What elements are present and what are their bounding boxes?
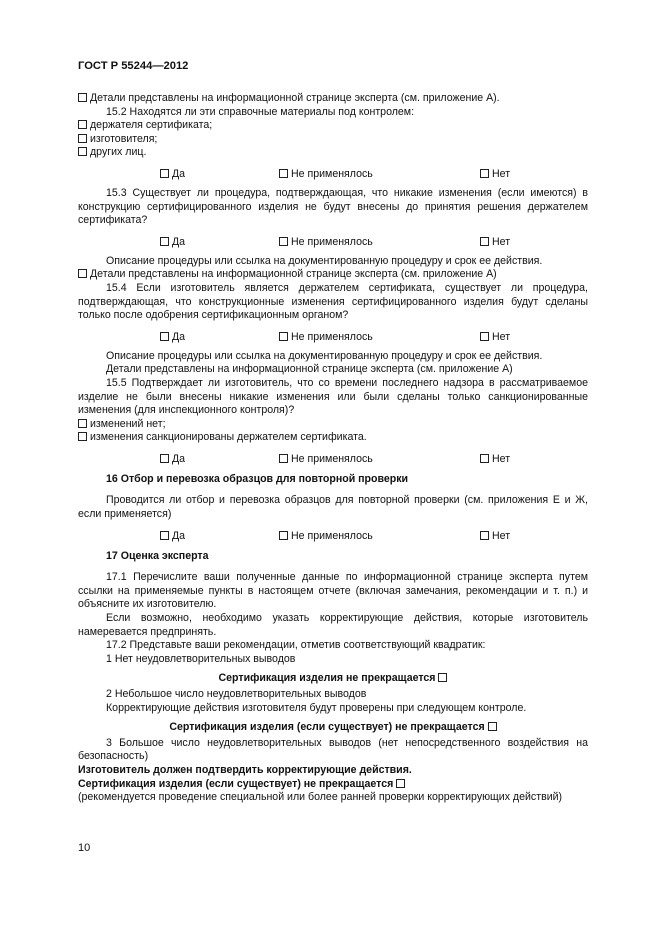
option-na[interactable]: Не применялось bbox=[279, 530, 373, 544]
option-no[interactable]: Нет bbox=[480, 453, 510, 467]
checkbox-line-details-2: Детали представлены на информационной странице эксперта (см. приложение А) bbox=[78, 268, 588, 282]
answer-options-16 bbox=[78, 530, 588, 544]
option-yes[interactable]: Да bbox=[160, 236, 185, 250]
document-header: ГОСТ Р 55244—2012 bbox=[78, 60, 189, 72]
checkbox-line-sanctioned: изменения санкционированы держателем сертификата. bbox=[78, 431, 588, 445]
checkbox-icon[interactable] bbox=[78, 147, 87, 156]
checkbox-icon[interactable] bbox=[160, 454, 169, 463]
option-na[interactable]: Не применялось bbox=[279, 168, 373, 182]
section-16-question: Проводится ли отбор и перевозка образцов для повторной проверки (см. приложения Е и Ж, если применяется) bbox=[78, 494, 588, 521]
option-no[interactable]: Нет bbox=[480, 331, 510, 345]
checkbox-icon[interactable] bbox=[78, 419, 87, 428]
checkbox-icon[interactable] bbox=[279, 531, 288, 540]
checkbox-icon[interactable] bbox=[279, 237, 288, 246]
must-confirm-line: Изготовитель должен подтвердить корректирующие действия. bbox=[78, 763, 412, 776]
checkbox-icon[interactable] bbox=[279, 169, 288, 178]
question-15-5: 15.5 Подтверждает ли изготовитель, что со времени последнего надзора в рассматриваемое изделие не были внесены никакие изменения или были сделаны только санкционированные изменения (для инспекционного контроля)? bbox=[78, 376, 588, 417]
checkbox-icon[interactable] bbox=[438, 673, 447, 682]
checkbox-icon[interactable] bbox=[279, 454, 288, 463]
procedure-description: Описание процедуры или ссылка на документированную процедуру и срок ее действия. bbox=[106, 254, 543, 267]
checkbox-icon[interactable] bbox=[480, 454, 489, 463]
option-na[interactable]: Не применялось bbox=[279, 236, 373, 250]
option-no[interactable]: Нет bbox=[480, 530, 510, 544]
checkbox-icon[interactable] bbox=[160, 237, 169, 246]
checkbox-icon[interactable] bbox=[78, 134, 87, 143]
checkbox-icon[interactable] bbox=[396, 779, 405, 788]
page-number: 10 bbox=[78, 842, 91, 854]
recommendation-1: 1 Нет неудовлетворительных выводов bbox=[106, 652, 296, 665]
checkbox-icon[interactable] bbox=[160, 531, 169, 540]
answer-options-15-2 bbox=[78, 168, 588, 182]
question-15-3: 15.3 Существует ли процедура, подтверждающая, что никакие изменения (если имеются) в конструкцию сертифицированного изделия не будут внесены до принятия решения держателем сертификата? bbox=[78, 186, 588, 227]
procedure-description-2: Описание процедуры или ссылка на документированную процедуру и срок ее действия. bbox=[106, 349, 543, 362]
checkbox-icon[interactable] bbox=[160, 332, 169, 341]
option-yes[interactable]: Да bbox=[160, 168, 185, 182]
option-na[interactable]: Не применялось bbox=[279, 453, 373, 467]
checkbox-icon[interactable] bbox=[160, 169, 169, 178]
section-16-heading: 16 Отбор и перевозка образцов для повторной проверки bbox=[106, 472, 409, 485]
recommendation-note: (рекомендуется проведение специальной или более ранней проверки корректирующих действий) bbox=[78, 791, 563, 804]
details-line-3: Детали представлены на информационной странице эксперта (см. приложение А) bbox=[106, 363, 513, 376]
option-yes[interactable]: Да bbox=[160, 530, 185, 544]
recommendation-2b: Корректирующие действия изготовителя будут проверены при следующем контроле. bbox=[106, 701, 527, 714]
question-15-2: 15.2 Находятся ли эти справочные материалы под контролем: bbox=[106, 105, 415, 118]
option-no[interactable]: Нет bbox=[480, 236, 510, 250]
checkbox-line-details: Детали представлены на информационной странице эксперта (см. приложение А). bbox=[78, 92, 588, 106]
checkbox-icon[interactable] bbox=[279, 332, 288, 341]
checkbox-icon[interactable] bbox=[78, 93, 87, 102]
checkbox-icon[interactable] bbox=[480, 332, 489, 341]
checkbox-icon[interactable] bbox=[78, 120, 87, 129]
checkbox-icon[interactable] bbox=[78, 269, 87, 278]
section-17-heading: 17 Оценка эксперта bbox=[106, 549, 209, 562]
checkbox-icon[interactable] bbox=[480, 531, 489, 540]
checkbox-line-others: других лиц. bbox=[78, 146, 588, 160]
paragraph-17-1: 17.1 Перечислите ваши полученные данные по информационной странице эксперта путем ссылки на применяемые пункты в настоящем отчете (включая замечания, рекомендации и т. п.) и объясните их изготовителю. bbox=[78, 571, 588, 611]
checkbox-line-maker: изготовителя; bbox=[78, 133, 588, 147]
certification-line-2: Сертификация изделия (если существует) не прекращается bbox=[78, 721, 588, 735]
checkbox-icon[interactable] bbox=[480, 237, 489, 246]
option-no[interactable]: Нет bbox=[480, 168, 510, 182]
checkbox-line-holder: держателя сертификата; bbox=[78, 119, 588, 133]
paragraph-17-1b: Если возможно, необходимо указать корректирующие действия, которые изготовитель намеревается предпринять. bbox=[78, 612, 588, 638]
option-yes[interactable]: Да bbox=[160, 453, 185, 467]
recommendation-2: 2 Небольшое число неудовлетворительных выводов bbox=[106, 688, 367, 700]
question-15-4: 15.4 Если изготовитель является держателем сертификата, существует ли процедура, подтверждающая, что конструкционные изменения сертифицированного изделия будут сделаны только после одобрения сертификационным органом? bbox=[78, 281, 588, 322]
checkbox-icon[interactable] bbox=[78, 432, 87, 441]
checkbox-icon[interactable] bbox=[488, 722, 497, 731]
certification-line-1: Сертификация изделия не прекращается bbox=[78, 672, 588, 686]
answer-options-15-3 bbox=[78, 236, 588, 250]
certification-line-3: Сертификация изделия (если существует) не прекращается bbox=[78, 778, 588, 792]
document-body bbox=[78, 92, 588, 805]
option-yes[interactable]: Да bbox=[160, 331, 185, 345]
recommendation-3: 3 Большое число неудовлетворительных выводов (нет непосредственного воздействия на безопасность) bbox=[78, 736, 588, 763]
checkbox-line-no-change: изменений нет; bbox=[78, 418, 588, 432]
paragraph-17-2: 17.2 Представьте ваши рекомендации, отметив соответствующий квадратик: bbox=[106, 639, 486, 652]
checkbox-icon[interactable] bbox=[480, 169, 489, 178]
answer-options-15-4 bbox=[78, 331, 588, 345]
answer-options-15-5 bbox=[78, 453, 588, 467]
option-na[interactable]: Не применялось bbox=[279, 331, 373, 345]
